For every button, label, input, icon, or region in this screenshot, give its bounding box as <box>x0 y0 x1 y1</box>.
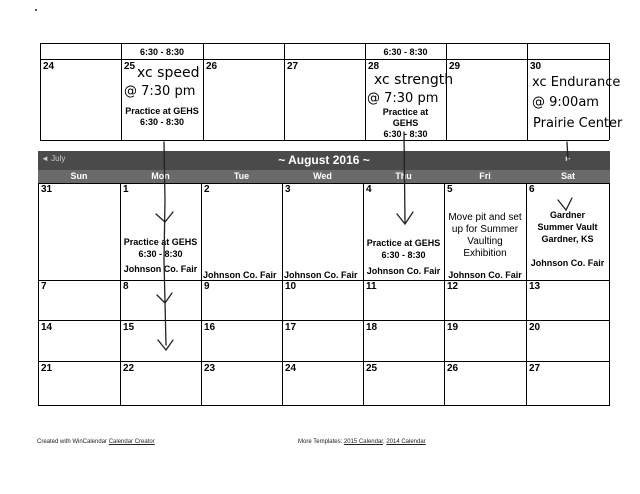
day-number: 24 <box>285 363 297 374</box>
event-fair: Johnson Co. Fair <box>203 270 277 280</box>
day-number: 14 <box>41 322 53 333</box>
day-number: 12 <box>447 281 459 292</box>
day-number: 18 <box>366 322 378 333</box>
arrow-head-2 <box>157 293 172 303</box>
event-practice: Practice at GEHS <box>123 237 198 247</box>
col-line <box>527 43 528 140</box>
event-practice: Practice at GEHS <box>125 106 199 116</box>
col-line <box>363 183 364 405</box>
top-border <box>40 43 609 44</box>
event-fair: Johnson Co. Fair <box>366 266 441 276</box>
previous-month-link[interactable]: ◄ July <box>41 154 66 163</box>
day-number: 27 <box>529 363 541 374</box>
day-number: 1 <box>123 184 129 195</box>
footer-right <box>298 439 426 445</box>
day-number: 19 <box>447 322 459 333</box>
weekday-sat: Sat <box>560 171 575 181</box>
event-summer-vault-setup: up for Summer <box>451 224 519 235</box>
col-line <box>203 43 204 140</box>
footer-more-templates-text: More Templates: <box>298 439 343 445</box>
day-number: 31 <box>41 184 53 195</box>
day-number: 8 <box>123 281 129 292</box>
event-summer-vault: Summer Vault <box>537 222 598 232</box>
day-number: 25 <box>366 363 378 374</box>
scan-dot <box>35 9 37 11</box>
prev-week-time-mon: 6:30 - 8:30 <box>139 47 185 57</box>
col-line <box>284 43 285 140</box>
row-divider <box>40 59 609 60</box>
footer-created-text: Created with WinCalendar <box>37 439 108 445</box>
weekday-tue: Tue <box>233 171 250 181</box>
row-line <box>38 405 610 406</box>
next-month-link[interactable]: ► <box>564 154 572 163</box>
event-fair: Johnson Co. Fair <box>123 264 198 274</box>
handwritten-note: Prairie Center <box>533 116 623 131</box>
handwritten-note: @ 7:30 pm <box>367 91 439 106</box>
day-number: 9 <box>204 281 210 292</box>
row-line <box>38 361 610 362</box>
handwritten-note: xc strength <box>374 72 454 88</box>
day-number: 27 <box>287 61 299 72</box>
day-number: 21 <box>41 363 53 374</box>
weekday-mon: Mon <box>151 171 170 181</box>
month-title-bar <box>38 151 610 170</box>
prev-week-time-thu: 6:30 - 8:30 <box>383 47 428 57</box>
day-number: 10 <box>285 281 297 292</box>
day-number: 13 <box>529 281 541 292</box>
event-fair: Johnson Co. Fair <box>284 270 358 280</box>
day-number: 22 <box>123 363 135 374</box>
day-number: 4 <box>366 184 372 195</box>
event-time: 6:30 - 8:30 <box>138 249 183 259</box>
row-line <box>38 320 610 321</box>
day-number: 30 <box>530 61 542 72</box>
arrow-head-4 <box>397 212 413 224</box>
event-practice: Practice at <box>382 107 429 117</box>
handwritten-note: @ 7:30 pm <box>124 84 196 99</box>
event-time: 6:30 - 8:30 <box>381 250 426 260</box>
event-practice: Practice at GEHS <box>366 238 441 248</box>
day-number: 17 <box>285 322 297 333</box>
day-number: 2 <box>204 184 210 195</box>
day-number: 16 <box>204 322 216 333</box>
col-line <box>38 183 39 405</box>
footer-left <box>37 439 155 445</box>
col-line <box>201 183 202 405</box>
calendar-2015-link[interactable]: 2015 Calendar <box>343 439 383 445</box>
day-number: 7 <box>41 281 47 292</box>
event-summer-vault: Gardner <box>549 210 585 220</box>
footer-separator: , <box>382 439 385 445</box>
col-line <box>282 183 283 405</box>
weekday-fri: Fri <box>479 171 491 181</box>
calendar-2014-link[interactable]: 2014 Calendar <box>386 439 426 445</box>
col-line <box>446 43 447 140</box>
day-number: 24 <box>43 61 55 72</box>
weekday-wed: Wed <box>313 171 332 181</box>
event-time: 6:30 - 8:30 <box>383 129 428 139</box>
event-summer-vault-setup: Move pit and set <box>448 212 522 223</box>
arrow-head-3 <box>158 340 173 350</box>
day-number: 11 <box>366 281 377 292</box>
handwritten-note: xc speed <box>137 65 200 81</box>
day-number: 28 <box>368 61 380 72</box>
col-line <box>40 43 41 140</box>
event-fair: Johnson Co. Fair <box>530 258 605 268</box>
day-number: 26 <box>206 61 218 72</box>
day-number: 29 <box>449 61 461 72</box>
arrow-head-1 <box>156 212 173 222</box>
day-number: 6 <box>529 184 535 195</box>
handwritten-note: xc Endurance <box>532 75 621 90</box>
day-number: 15 <box>123 322 135 333</box>
event-time: 6:30 - 8:30 <box>139 117 185 127</box>
event-summer-vault-setup: Exhibition <box>463 248 507 259</box>
event-summer-vault-setup: Vaulting <box>467 236 503 247</box>
day-number: 26 <box>447 363 459 374</box>
day-number: 20 <box>529 322 541 333</box>
event-fair: Johnson Co. Fair <box>448 270 522 280</box>
month-title: ~ August 2016 ~ <box>278 153 370 167</box>
weekday-sun: Sun <box>70 171 88 181</box>
bottom-border <box>40 140 609 141</box>
handwritten-note: @ 9:00am <box>532 95 599 110</box>
day-number: 23 <box>204 363 216 374</box>
event-practice: GEHS <box>392 118 419 128</box>
event-summer-vault: Gardner, KS <box>541 234 594 244</box>
col-line <box>120 183 121 405</box>
col-line <box>609 183 610 405</box>
day-number: 5 <box>447 184 453 195</box>
weekday-thu: Thu <box>395 171 412 181</box>
day-number: 25 <box>124 61 136 72</box>
day-number: 3 <box>285 184 291 195</box>
calendar-creator-link[interactable]: Calendar Creator <box>108 439 155 445</box>
